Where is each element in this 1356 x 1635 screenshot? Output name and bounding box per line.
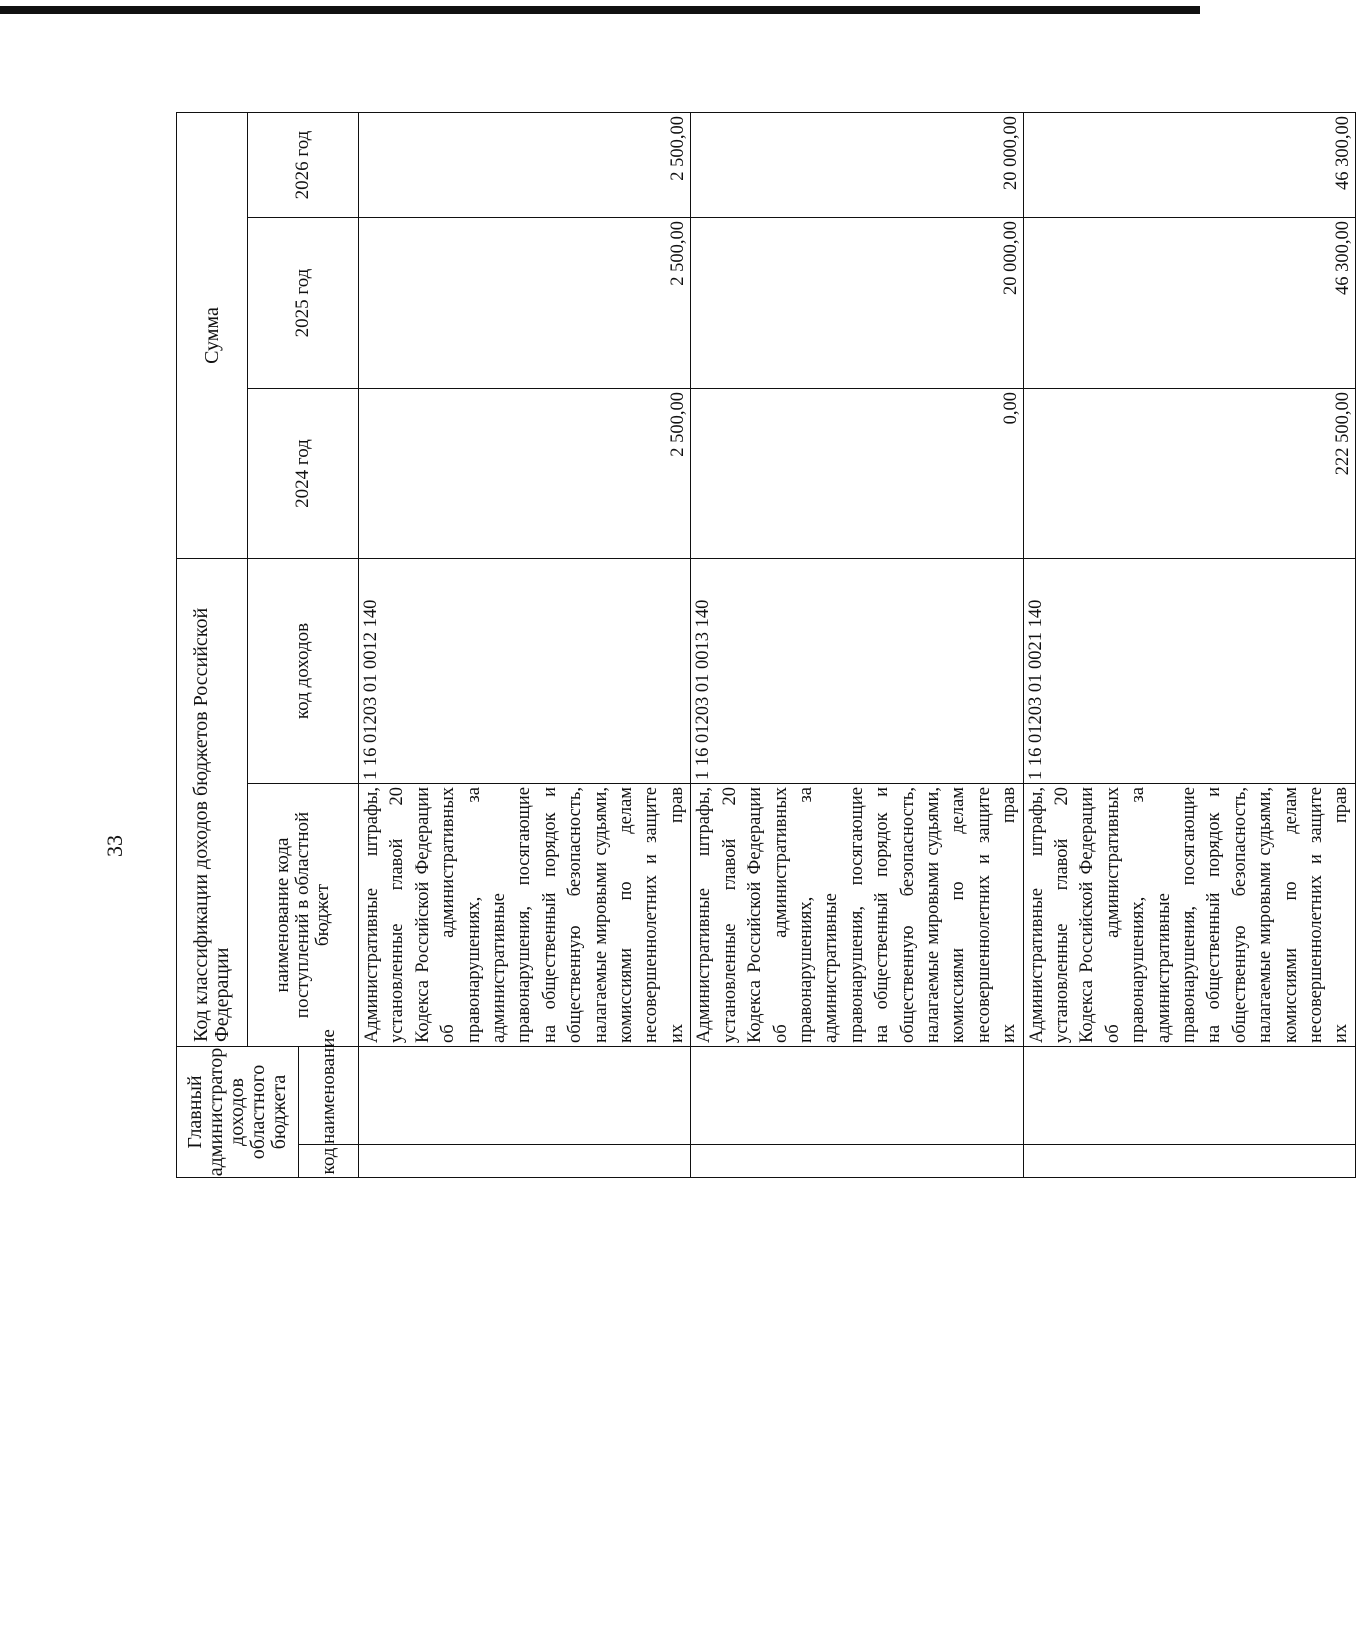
amount-2024: 2 500,00 xyxy=(359,389,691,559)
admin-name-cell xyxy=(359,1047,691,1145)
amount-2026: 20 000,00 xyxy=(691,112,1023,217)
table-row xyxy=(691,112,1023,1177)
amount-2025: 2 500,00 xyxy=(359,218,691,389)
amount-2024: 222 500,00 xyxy=(1023,389,1355,559)
header-year-2024: 2024 год xyxy=(248,389,359,559)
header-classification: Код классификации доходов бюджетов Российской Федерации xyxy=(177,559,248,1047)
table-row xyxy=(1023,112,1355,1177)
page-number: 33 xyxy=(102,835,127,857)
header-sum: Сумма xyxy=(177,112,248,558)
header-income-name: наименование кода поступлений в областной бюджет xyxy=(248,784,359,1047)
amount-2025: 20 000,00 xyxy=(691,218,1023,389)
amount-2024: 0,00 xyxy=(691,389,1023,559)
admin-name-cell xyxy=(1023,1047,1355,1145)
scan-top-edge xyxy=(0,6,1200,14)
income-table-sheet xyxy=(176,113,1353,1178)
header-admin-group: Главный администратор доходов областного бюджета xyxy=(177,1047,299,1178)
header-year-2025: 2025 год xyxy=(248,218,359,389)
income-description: Административные штрафы, установленные главой 20 Кодекса Российской Федерации об административных правонарушениях, за административные правонарушения, посягающие на общественный порядок и общественную безопасность, налагаемые мировыми судьями, комиссиями по делам несовершеннолетних и защите их прав xyxy=(691,784,1023,1047)
income-description: Административные штрафы, установленные главой 20 Кодекса Российской Федерации об административных правонарушениях, за административные правонарушения, посягающие на общественный порядок и общественную безопасность, налагаемые мировыми судьями, комиссиями по делам несовершеннолетних и защите их прав xyxy=(359,784,691,1047)
amount-2025: 46 300,00 xyxy=(1023,218,1355,389)
amount-2026: 46 300,00 xyxy=(1023,112,1355,217)
admin-code-cell xyxy=(691,1145,1023,1178)
header-admin-name: наименование xyxy=(299,1047,359,1145)
table-row xyxy=(359,112,691,1177)
header-year-2026: 2026 год xyxy=(248,112,359,217)
admin-code-cell xyxy=(1023,1145,1355,1178)
income-code: 1 16 01203 01 0012 140 xyxy=(359,559,691,784)
income-table xyxy=(176,112,1356,1178)
header-income-code: код доходов xyxy=(248,559,359,784)
admin-name-cell xyxy=(691,1047,1023,1145)
income-code: 1 16 01203 01 0021 140 xyxy=(1023,559,1355,784)
amount-2026: 2 500,00 xyxy=(359,112,691,217)
header-admin-code: код xyxy=(299,1145,359,1178)
admin-code-cell xyxy=(359,1145,691,1178)
income-description: Административные штрафы, установленные главой 20 Кодекса Российской Федерации об административных правонарушениях, за административные правонарушения, посягающие на общественный порядок и общественную безопасность, налагаемые мировыми судьями, комиссиями по делам несовершеннолетних и защите их прав xyxy=(1023,784,1355,1047)
income-code: 1 16 01203 01 0013 140 xyxy=(691,559,1023,784)
